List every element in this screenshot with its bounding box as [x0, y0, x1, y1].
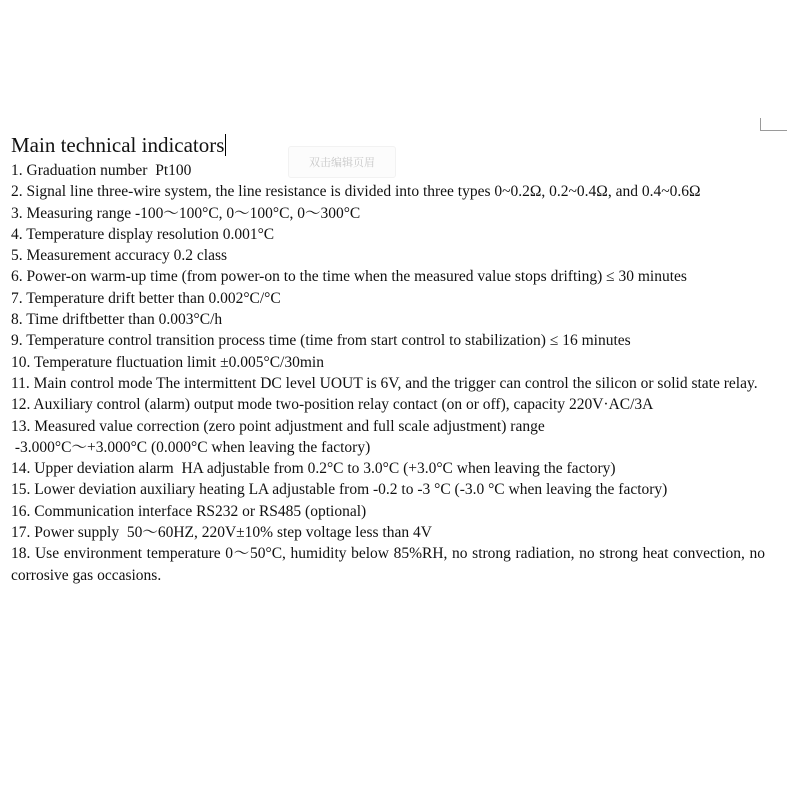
list-item: 10. Temperature fluctuation limit ±0.005°C/30min [11, 353, 324, 371]
list-item: 11. Main control mode The intermittent DC level UOUT is 6V, and the trigger can control the silicon or solid state relay. [11, 374, 758, 392]
list-item: 6. Power-on warm-up time (from power-on to the time when the measured value stops drifting) ≤ 30 minutes [11, 268, 687, 286]
list-item: 7. Temperature drift better than 0.002°C/°C [11, 289, 281, 307]
list-item: 16. Communication interface RS232 or RS485 (optional) [11, 502, 367, 520]
document-title: Main technical indicators [11, 133, 225, 157]
list-item: 9. Temperature control transition process time (time from start control to stabilization) ≤ 16 minutes [11, 332, 631, 350]
indicator-list [11, 160, 769, 586]
header-edit-hint[interactable]: 双击编辑页眉 [288, 146, 396, 178]
list-item: 5. Measurement accuracy 0.2 class [11, 247, 228, 265]
text-cursor [225, 134, 226, 156]
list-item: 1. Graduation number Pt100 [11, 162, 192, 179]
list-item: 13. Measured value correction (zero point adjustment and full scale adjustment) range -3.000°C～+3.000°C (0.000°C when leaving the factory) [11, 417, 545, 456]
list-item: 3. Measuring range -100～100°C, 0～100°C, 0～300°C [11, 204, 361, 222]
list-item: 8. Time driftbetter than 0.003°C/h [11, 311, 223, 329]
list-item: 15. Lower deviation auxiliary heating LA adjustable from -0.2 to -3 °C (-3.0 °C when leaving the factory) [11, 481, 668, 499]
list-item: 18. Use environment temperature 0～50°C, humidity below 85%RH, no strong radiation, no strong heat convection, no corrosive gas occasions. [11, 545, 769, 584]
list-item: 14. Upper deviation alarm HA adjustable from 0.2°C to 3.0°C (+3.0°C when leaving the factory) [11, 460, 616, 478]
document-body[interactable] [11, 130, 769, 586]
list-item: 4. Temperature display resolution 0.001°C [11, 225, 275, 243]
list-item: 2. Signal line three-wire system, the line resistance is divided into three types 0~0.2Ω, 0.2~0.4Ω, and 0.4~0.6Ω [11, 183, 701, 201]
list-item: 17. Power supply 50～60HZ, 220V±10% step voltage less than 4V [11, 524, 432, 542]
list-item: 12. Auxiliary control (alarm) output mode two-position relay contact (on or off), capacity 220V·AC/3A [11, 396, 654, 414]
